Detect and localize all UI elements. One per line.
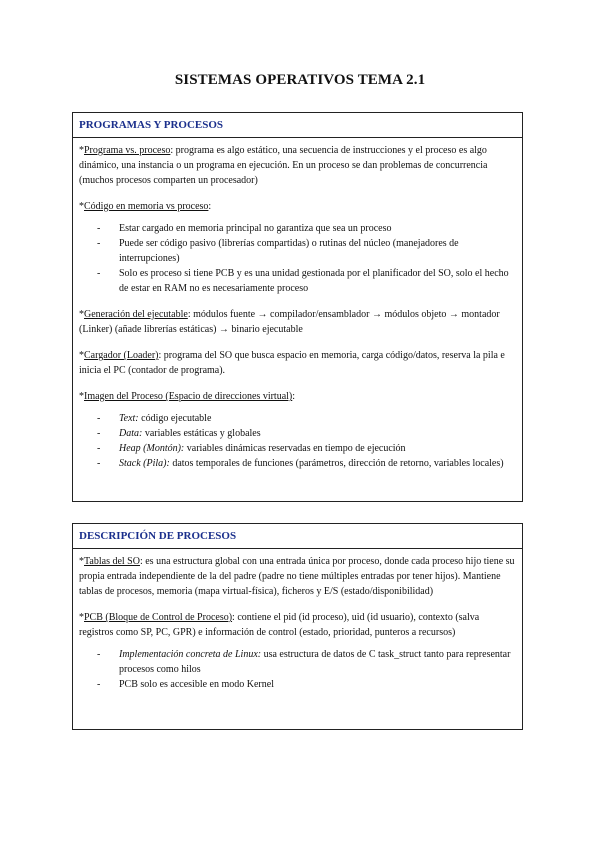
list-item <box>97 677 516 692</box>
list-item <box>97 456 516 471</box>
list-item <box>97 411 516 426</box>
list-item-text: Puede ser código pasivo (librerías compartidas) o rutinas del núcleo (manejadores de interrupciones) <box>119 238 459 264</box>
term-label: Código en memoria vs proceso <box>84 201 209 212</box>
paragraph-programa-vs-proceso <box>79 143 516 188</box>
list-item <box>97 426 516 441</box>
term-label: Tablas del SO <box>84 556 140 567</box>
asterisk: * <box>79 145 84 156</box>
section-descripcion-procesos <box>72 523 523 730</box>
paragraph-text: : contiene el pid (id proceso), uid (id usuario), contexto (salva registros como SP, PC, GPR) e información de control (estado, prioridad, punteros a recursos) <box>79 612 480 638</box>
asterisk: * <box>79 556 84 567</box>
list-item <box>97 221 516 236</box>
paragraph-text: : programa del SO que busca espacio en memoria, carga código/datos, reserva la pila e inicia el PC (contador de programa). <box>79 350 505 376</box>
list-item <box>97 647 516 677</box>
asterisk: * <box>79 350 84 361</box>
term-label: PCB (Bloque de Control de Proceso) <box>84 612 233 623</box>
dash-bullet: - <box>97 428 101 439</box>
list-item-text: datos temporales de funciones (parámetros, dirección de retorno, variables locales) <box>169 458 504 469</box>
dash-bullet: - <box>97 458 101 469</box>
list-item-text: variables dinámicas reservadas en tiempo de ejecución <box>184 443 406 454</box>
list-item <box>97 441 516 456</box>
paragraph-text: : <box>208 201 212 212</box>
dash-bullet: - <box>97 679 101 690</box>
asterisk: * <box>79 612 84 623</box>
section-body <box>73 549 522 692</box>
paragraph-text: : programa es algo estático, una secuencia de instrucciones y el proceso es algo dinámico, una instancia o un programa en ejecución. En un proceso se dan problemas de concurrencia (muchos procesos comparten un procesador) <box>79 145 488 186</box>
item-label: Data: <box>119 428 143 439</box>
asterisk: * <box>79 309 84 320</box>
list-item-text: PCB solo es accesible en modo Kernel <box>119 679 274 690</box>
paragraph-cargador <box>79 348 516 378</box>
list-item-text: usa estructura de datos de C task_struct tanto para representar procesos como hilos <box>119 649 511 675</box>
paragraph-pcb <box>79 610 516 640</box>
paragraph-text: : <box>292 391 296 402</box>
section-body <box>73 138 522 471</box>
dash-bullet: - <box>97 413 101 424</box>
dash-bullet: - <box>97 238 101 249</box>
item-label: Heap (Montón): <box>119 443 185 454</box>
list-item <box>97 266 516 296</box>
list-imagen-proceso <box>79 411 516 471</box>
dash-bullet: - <box>97 223 101 234</box>
item-label: Implementación concreta de Linux: <box>119 649 262 660</box>
section-heading: PROGRAMAS Y PROCESOS <box>73 113 522 138</box>
list-item-text: código ejecutable <box>138 413 212 424</box>
paragraph-text: : es una estructura global con una entrada única por proceso, donde cada proceso hijo tiene su propia entrada independiente de la del padre (padre no tiene múltiples entradas por tener hijos). Mantiene tablas de procesos, memoria (mapa virtual-física), ficheros y E/S (estado/disponibilidad) <box>79 556 515 597</box>
list-pcb <box>79 647 516 692</box>
item-label: Stack (Pila): <box>119 458 170 469</box>
item-label: Text: <box>119 413 139 424</box>
document-title: SISTEMAS OPERATIVOS TEMA 2.1 <box>174 72 426 88</box>
list-codigo-memoria <box>79 221 516 296</box>
term-label: Programa vs. proceso <box>84 145 171 156</box>
term-label: Imagen del Proceso (Espacio de direcciones virtual) <box>84 391 293 402</box>
term-label: Cargador (Loader) <box>84 350 159 361</box>
dash-bullet: - <box>97 443 101 454</box>
list-item-text: Solo es proceso si tiene PCB y es una unidad gestionada por el planificador del SO, solo el hecho de estar en RAM no es necesariamente proceso <box>119 268 509 294</box>
term-label: Generación del ejecutable <box>84 309 188 320</box>
asterisk: * <box>79 201 84 212</box>
section-programas-procesos <box>72 112 523 502</box>
paragraph-tablas-so <box>79 554 516 599</box>
list-item <box>97 236 516 266</box>
paragraph-text: : módulos fuente → compilador/ensamblador → módulos objeto → montador (Linker) (añade librerías estáticas) → binario ejecutable <box>79 309 500 335</box>
list-item-text: Estar cargado en memoria principal no garantiza que sea un proceso <box>119 223 392 234</box>
dash-bullet: - <box>97 268 101 279</box>
paragraph-generacion-ejecutable <box>79 307 516 337</box>
section-heading: DESCRIPCIÓN DE PROCESOS <box>73 524 522 549</box>
list-item-text: variables estáticas y globales <box>142 428 261 439</box>
paragraph-imagen-proceso <box>79 389 516 404</box>
paragraph-codigo-memoria <box>79 199 516 214</box>
asterisk: * <box>79 391 84 402</box>
dash-bullet: - <box>97 649 101 660</box>
